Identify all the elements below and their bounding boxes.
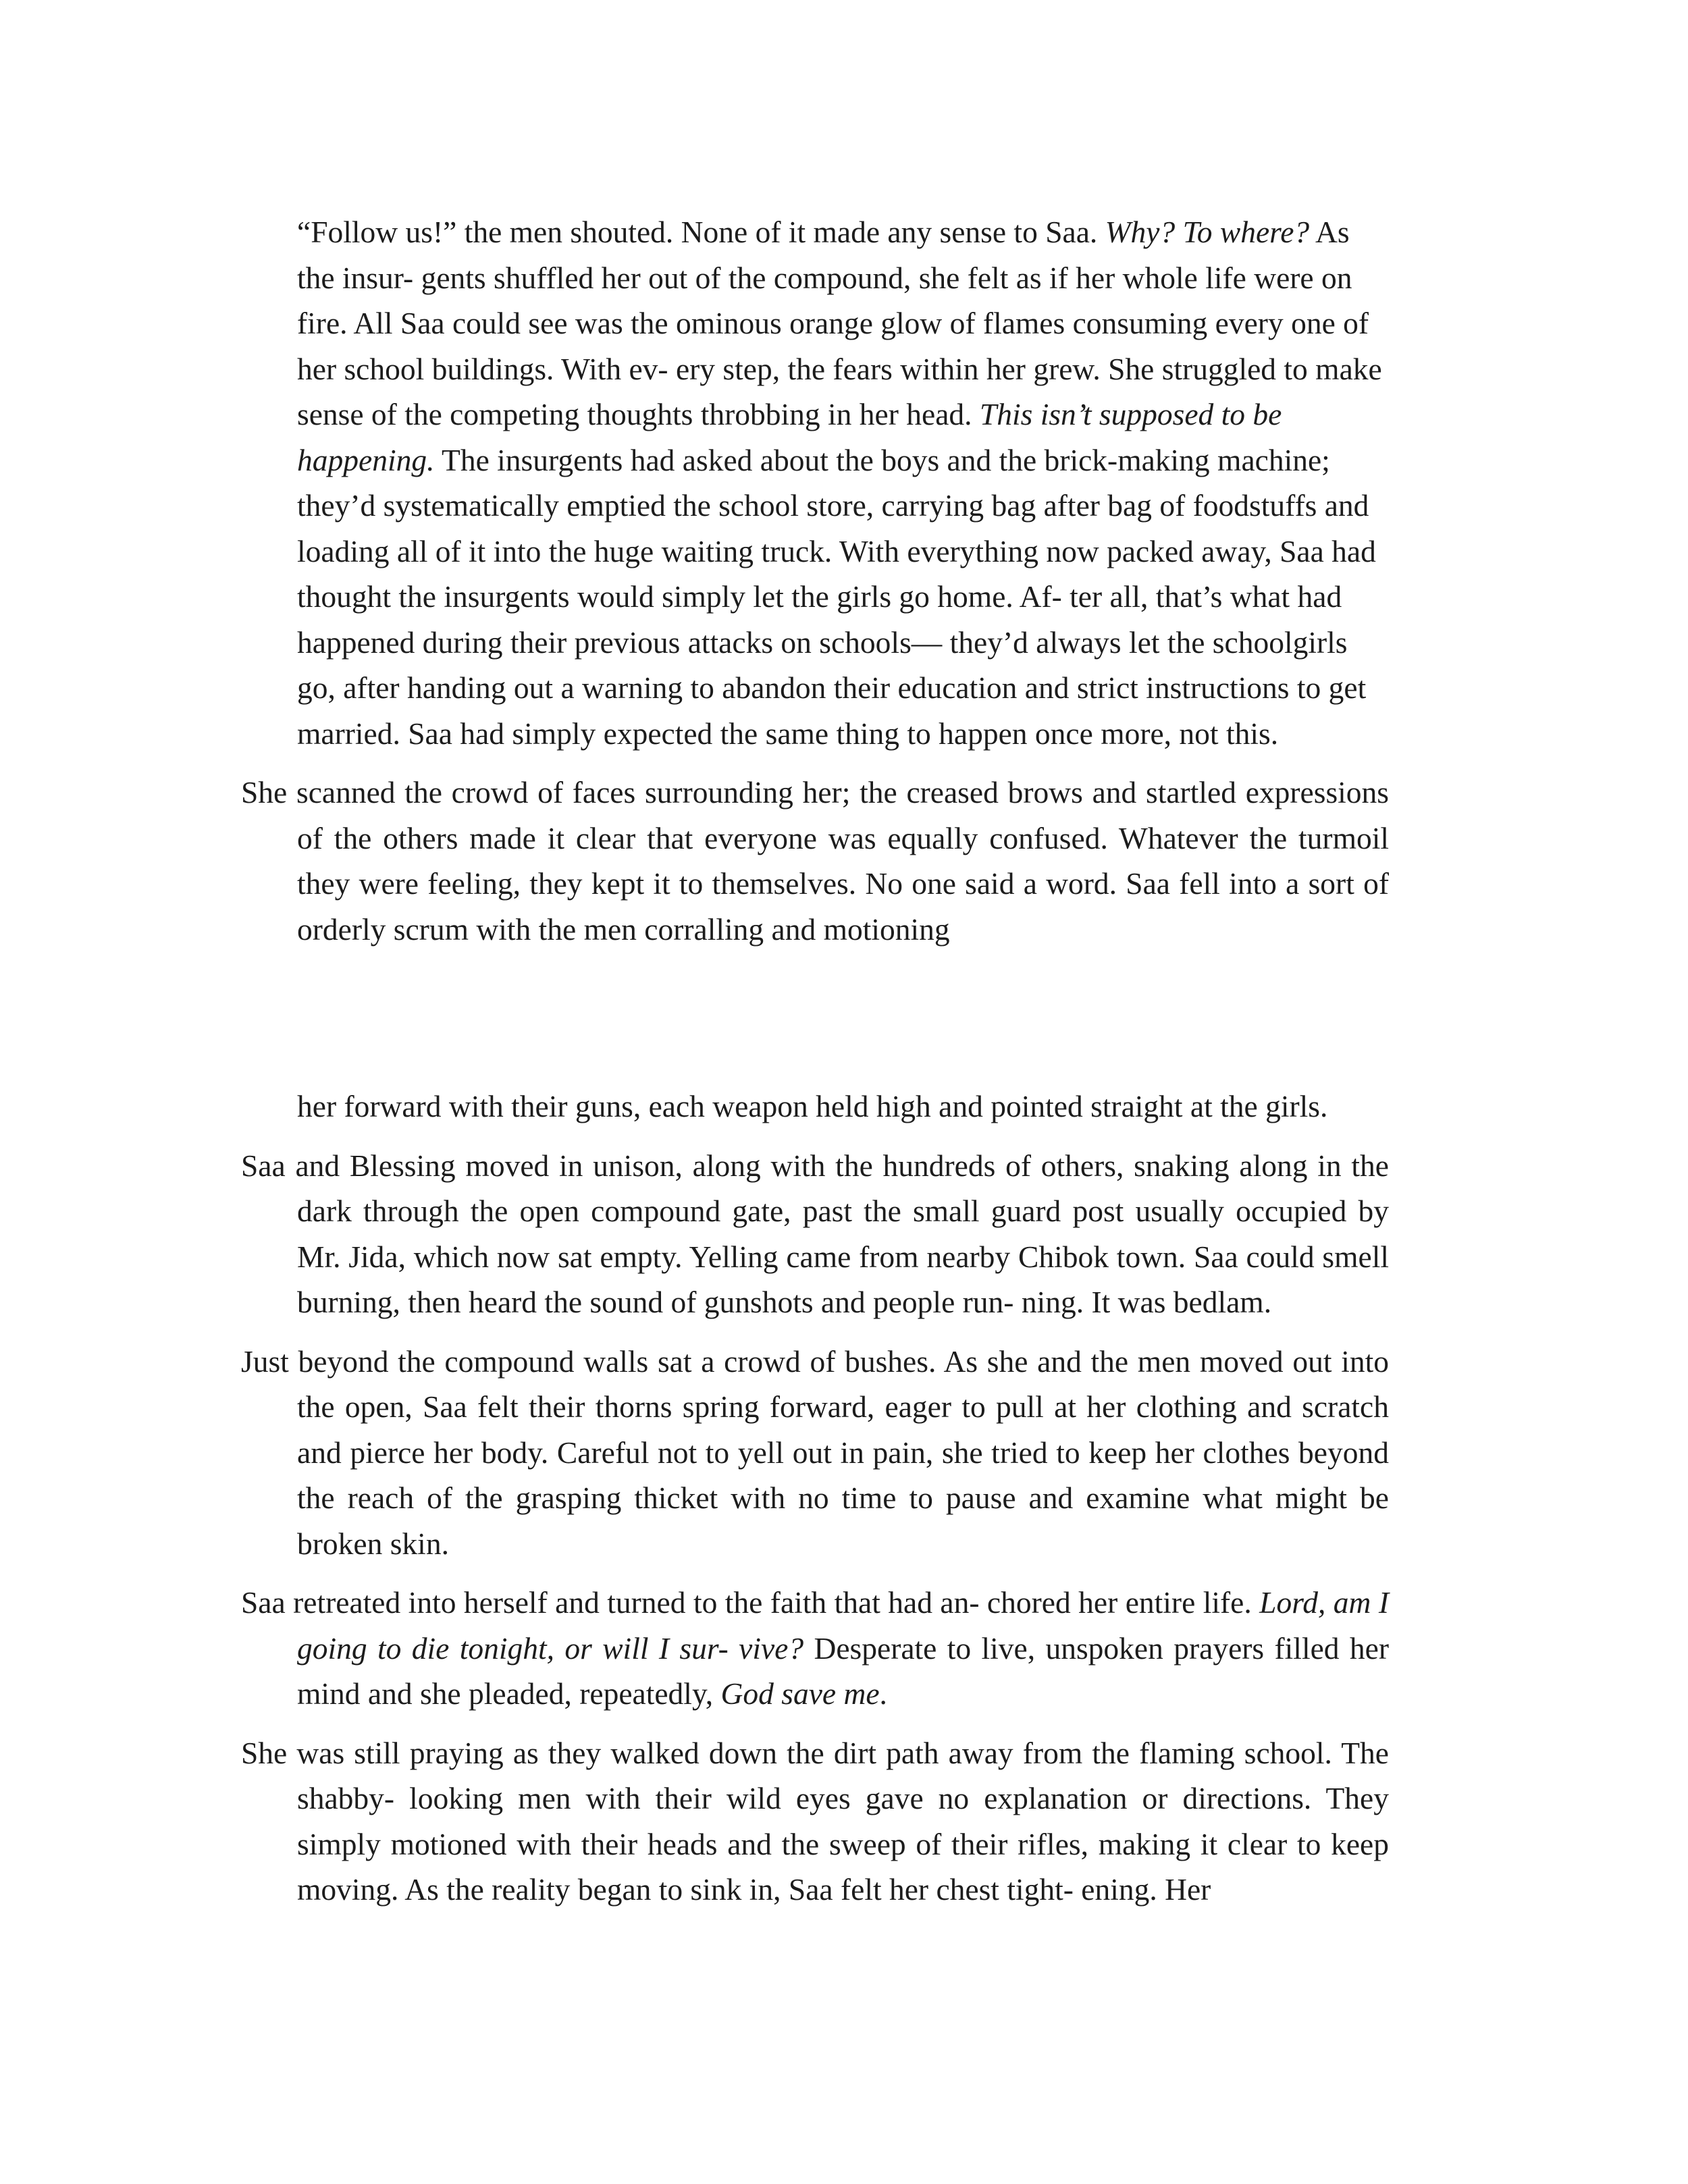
paragraph: She scanned the crowd of faces surrounding her; the creased brows and startled expressions of the others made it clear that everyone was equally confused. Whatever the turmoil they were feeling, they kept it to themselves. No one said a word. Saa fell into a sort of orderly scrum with the men corralling and motioning: [241, 775, 1389, 947]
text-block-upper: [241, 209, 1389, 965]
paragraph: Just beyond the compound walls sat a crowd of bushes. As she and the men moved out into the open, Saa felt their thorns spring forward, eager to pull at her clothing and scratch and pierce her body. Careful not to yell out in pain, she tried to keep her clothes beyond the reach of the grasping thicket with no time to pause and examine what might be broken skin.: [241, 1343, 1389, 1561]
paragraph: her forward with their guns, each weapon held high and pointed straight at the girls.: [297, 1089, 1328, 1123]
paragraph: “Follow us!” the men shouted. None of it made any sense to Saa. Why? To where? As the insur- gents shuffled her out of the compound, she felt as if her whole life were on fire. All Saa could see was the ominous orange glow of flames consuming every one of her school buildings. With ev- ery step, the fears within her grew. She struggled to make sense of the competing thoughts throbbing in her head. This isn’t supposed to be happening. The insurgents had asked about the boys and the brick-making machine; they’d systematically emptied the school store, carrying bag after bag of foodstuffs and loading all of it into the huge waiting truck. With everything now packed away, Saa had thought the insurgents would simply let the girls go home. Af- ter all, that’s what had happened during their previous attacks on schools— they’d always let the schoolgirls go, after handing out a warning to abandon their education and strict instructions to get married. Saa had simply expected the same thing to happen once more, not this.: [297, 215, 1382, 751]
paragraph: She was still praying as they walked down the dirt path away from the flaming school. The shabby- looking men with their wild eyes gave no explanation or directions. They simply motioned with their heads and the sweep of their rifles, making it clear to keep moving. As the reality began to sink in, Saa felt her chest tight- ening. Her: [241, 1735, 1389, 1907]
italic-text: Why? To where?: [1105, 215, 1310, 249]
italic-text: Lord, am I going to die tonight, or will I sur- vive?: [297, 1585, 1389, 1666]
paragraph: Saa and Blessing moved in unison, along with the hundreds of others, snaking along in the dark through the open compound gate, past the small guard post usually occupied by Mr. Jida, which now sat empty. Yelling came from nearby Chibok town. Saa could smell burning, then heard the sound of gunshots and people run- ning. It was bedlam.: [241, 1148, 1389, 1319]
text-block-lower: [241, 1084, 1389, 1926]
italic-text: God save me: [720, 1676, 880, 1711]
paragraph: Saa retreated into herself and turned to the faith that had an- chored her entire life. Lord, am I going to die tonight, or will I sur- vive? Desperate to live, unspoken prayers filled her mind and she pleaded, repeatedly, God save me.: [241, 1585, 1389, 1711]
italic-text: This isn’t supposed to be happening.: [297, 397, 1282, 477]
